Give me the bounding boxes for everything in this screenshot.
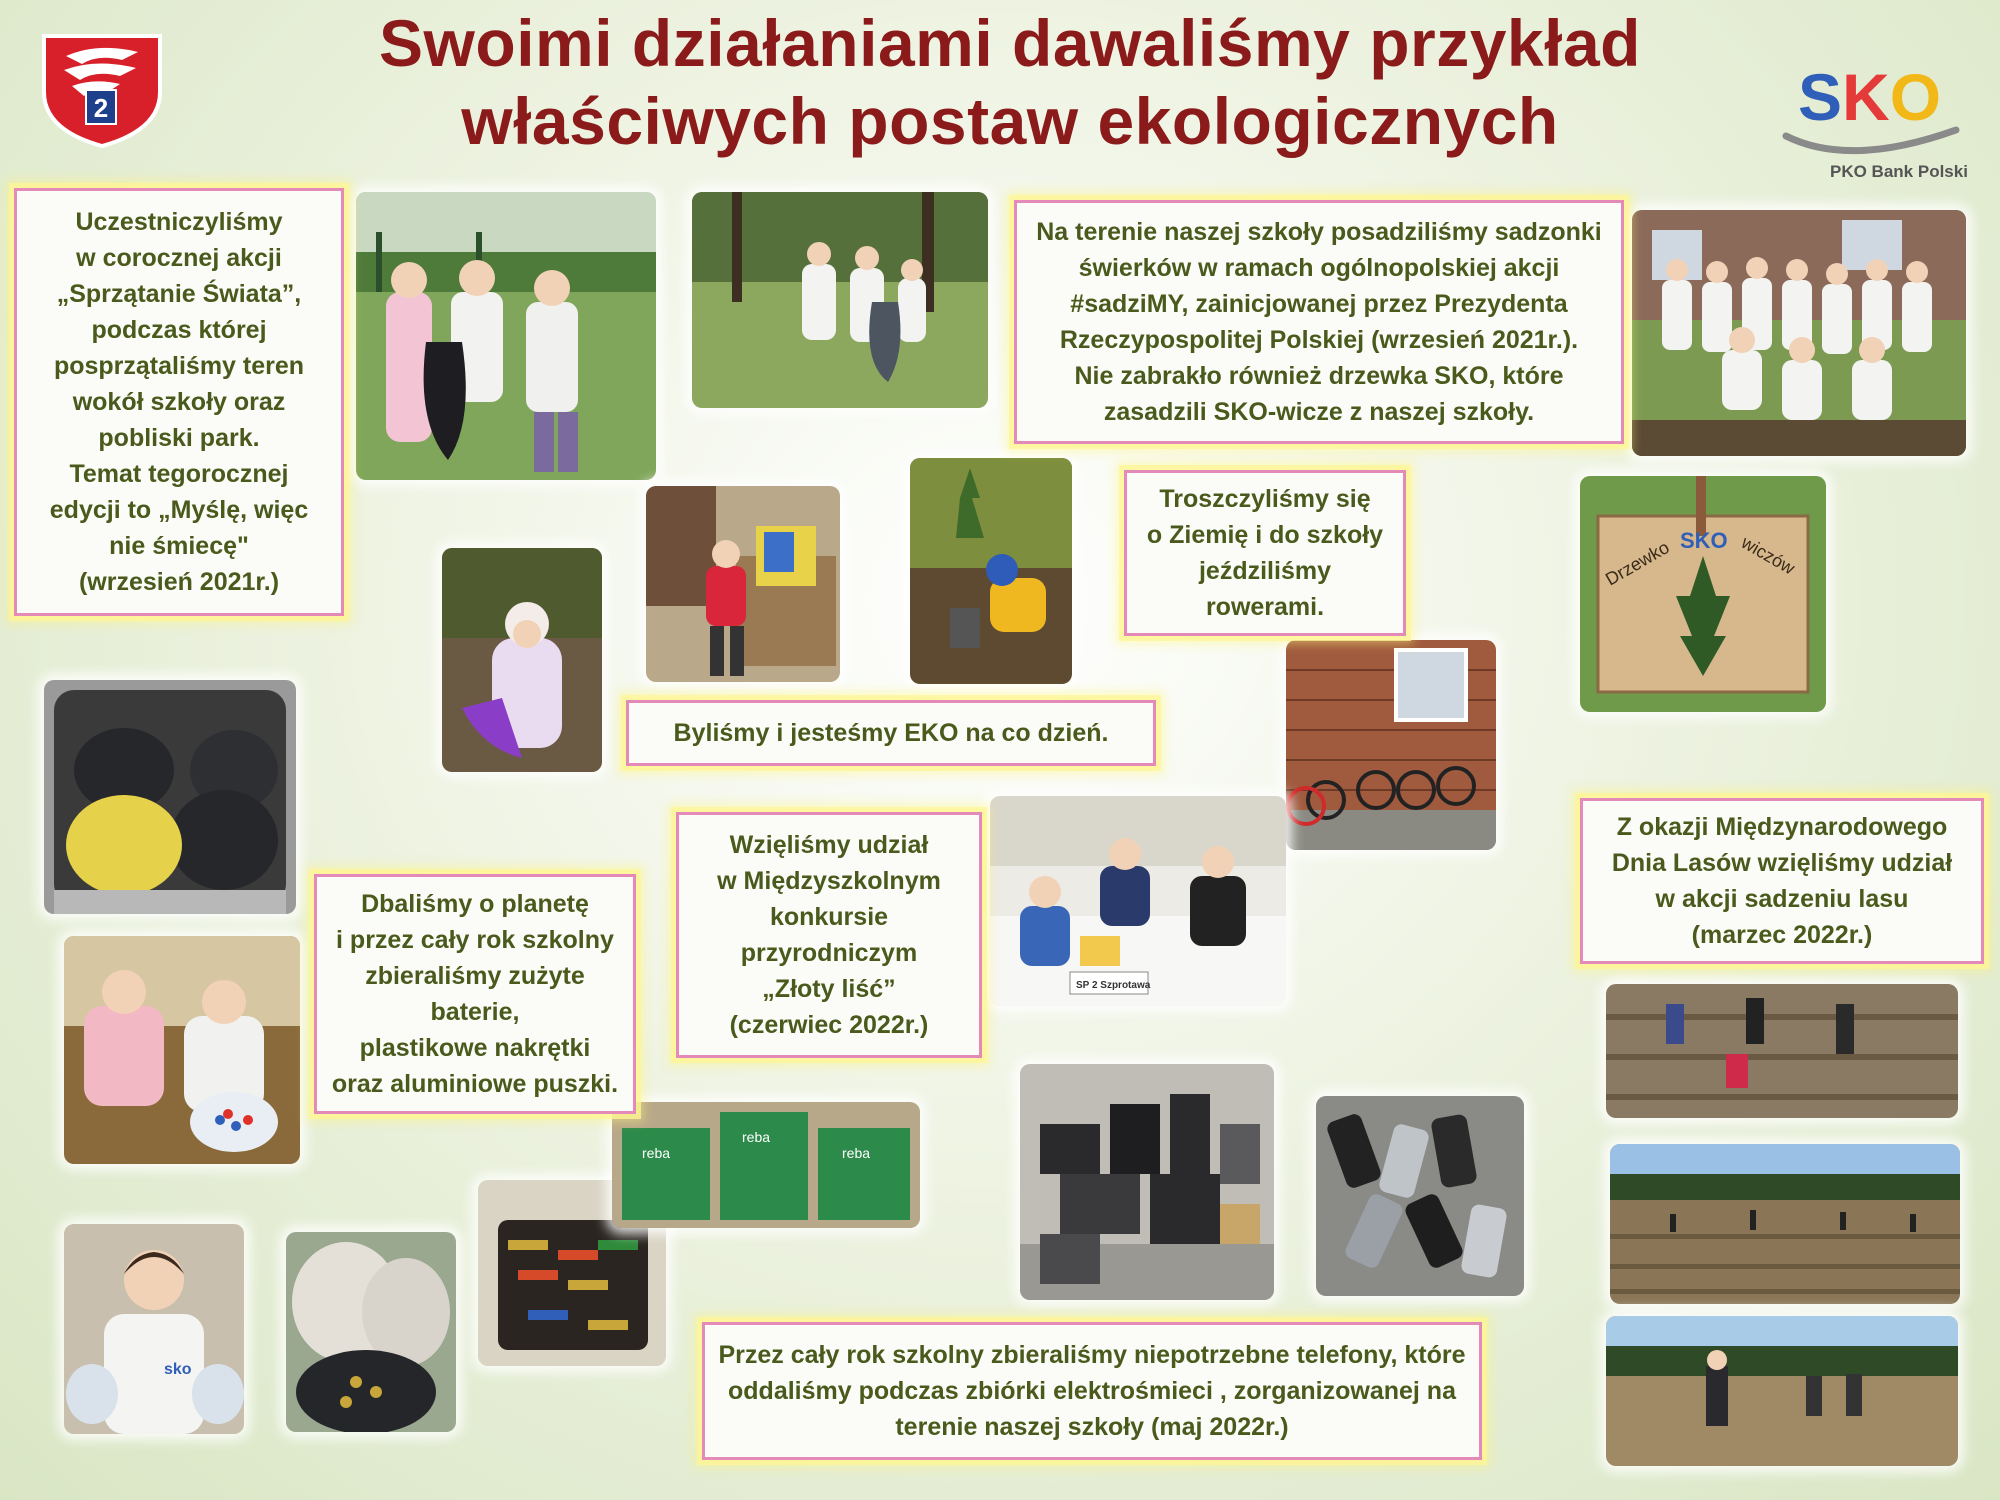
text-box-zloty-lisc: Wzięliśmy udział w Międzyszkolnym konkursie przyrodniczym „Złoty liść” (czerwiec 2022r.)	[676, 812, 982, 1058]
photo-forest-planting-2	[1610, 1144, 1960, 1304]
photo-bags-cans	[286, 1232, 456, 1432]
box-brand-label-3: reba	[842, 1145, 871, 1161]
tree-sign-right-text: wiczów	[1738, 532, 1799, 579]
shirt-sko-text: sko	[164, 1361, 192, 1378]
page-title	[340, 4, 1680, 160]
school-crest-logo	[38, 30, 166, 150]
photo-girl-caps	[64, 1224, 244, 1434]
title-line-1: Swoimi działaniami dawaliśmy przykład	[379, 6, 1641, 80]
crest-number: 2	[93, 93, 109, 123]
text-box-sprzatanie-swiata: Uczestniczyliśmy w corocznej akcji „Sprzątanie Świata”, podczas której posprzątaliśmy teren wokół szkoły oraz pobliski park. Temat tegorocznej edycji to „Myślę, więc nie śmiecę" (wrzesień 2021r.)	[14, 188, 344, 616]
photo-kids-caps	[64, 936, 300, 1164]
photo-trunk-bags	[44, 680, 296, 914]
photo-cleanup-park	[692, 192, 988, 408]
text-box-telefony: Przez cały rok szkolny zbieraliśmy niepotrzebne telefony, które oddaliśmy podczas zbiórki elektrośmieci , zorganizowanej na terenie naszej szkoły (maj 2022r.)	[702, 1322, 1482, 1460]
sko-logo-text: SKO	[1798, 60, 1942, 134]
tree-sign-left-text: Drzewko	[1602, 537, 1673, 590]
photo-cleanup-girls	[356, 192, 656, 480]
pko-bank-label: PKO Bank Polski	[1830, 162, 1968, 181]
box-brand-label-2: reba	[742, 1129, 771, 1145]
photo-phones	[1316, 1096, 1524, 1296]
photo-forest-planting-1	[1606, 984, 1958, 1118]
photo-bicycles	[1286, 640, 1496, 850]
text-box-sadzimy: Na terenie naszej szkoły posadziliśmy sadzonki świerków w ramach ogólnopolskiej akcji #sadziMY, zainicjowanej przez Prezydenta Rzeczypospolitej Polskiej (wrzesień 2021r.). Nie zabrakło również drzewka SKO, które zasadzili SKO-wicze z naszej szkoły.	[1014, 200, 1624, 444]
text-box-rowery: Troszczyliśmy się o Ziemię i do szkoły jeździliśmy rowerami.	[1124, 470, 1406, 636]
title-line-2: właściwych postaw ekologicznych	[461, 84, 1559, 158]
tree-sign-sko-text: SKO	[1680, 528, 1728, 553]
photo-forest-planting-3	[1606, 1316, 1958, 1466]
photo-boy-planting	[910, 458, 1072, 684]
text-box-eko: Byliśmy i jesteśmy EKO na co dzień.	[626, 700, 1156, 766]
photo-girl-cleanup	[442, 548, 602, 772]
contest-table-sign: SP 2 Szprotawa	[1076, 980, 1151, 991]
sko-logo	[1780, 50, 1968, 190]
photo-e-waste	[1020, 1064, 1274, 1300]
photo-contest-table	[990, 796, 1286, 1006]
text-box-dzien-lasow: Z okazji Międzynarodowego Dnia Lasów wzięliśmy udział w akcji sadzeniu lasu (marzec 2022r.)	[1580, 798, 1984, 964]
text-box-planeta: Dbaliśmy o planetę i przez cały rok szkolny zbieraliśmy zużyte baterie, plastikowe nakrętki oraz aluminiowe puszki.	[314, 874, 636, 1114]
photo-sko-tree-sign	[1580, 476, 1826, 712]
photo-green-boxes	[612, 1102, 920, 1228]
box-brand-label-1: reba	[642, 1145, 671, 1161]
photo-sadzimy-group	[1632, 210, 1966, 456]
photo-boy-compost	[646, 486, 840, 682]
